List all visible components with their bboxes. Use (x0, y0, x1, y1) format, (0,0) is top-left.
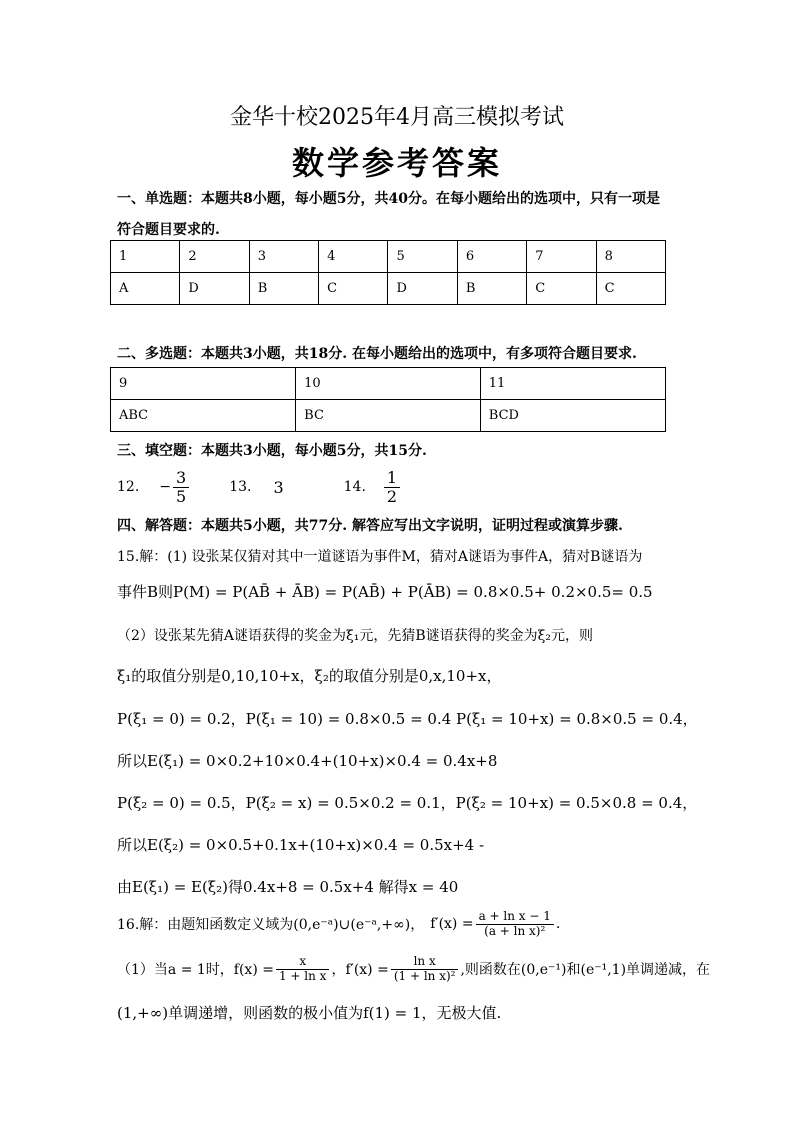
answer-cell: C (596, 273, 665, 305)
page-title: 数学参考答案 (291, 144, 502, 182)
q13-label: 13. (229, 479, 252, 495)
section2-heading: 二、多选题：本题共3小题，共18分. 在每小题给出的选项中，有多项符合题目要求. (117, 346, 637, 362)
q15-line-7: P(ξ₂ = 0) = 0.5，P(ξ₂ = x) = 0.5×0.2 = 0.1，P(ξ₂ = 10+x) = 0.5×0.8 = 0.4， (117, 794, 698, 812)
answer-cell: D (388, 273, 457, 305)
q16-part1-derivative-denominator: (1 + ln x)² (393, 968, 456, 983)
q16-derivative-denominator: (a + ln x)² (484, 923, 546, 938)
q15-line-3: （2）设张某先猜A谜语获得的奖金为ξ₁元，先猜B谜语获得的奖金为ξ₂元，则 (117, 628, 593, 644)
question-number: 7 (527, 241, 596, 273)
q13-answer: 3 (273, 477, 284, 497)
q12-label: 12. (117, 479, 140, 495)
question-number: 4 (319, 241, 388, 273)
q16-derivative-numerator: a + ln x − 1 (476, 910, 554, 924)
table-row (111, 368, 666, 400)
single-choice-answer-table (110, 240, 666, 305)
answer-cell: A (111, 273, 180, 305)
q16-part1-function-fraction (276, 955, 329, 982)
q16-part1-derivative-numerator: ln x (391, 955, 459, 969)
table-row (111, 273, 666, 305)
question-number: 1 (111, 241, 180, 273)
question-number: 6 (457, 241, 526, 273)
question-number: 11 (480, 368, 665, 400)
section3-heading: 三、填空题：本题共3小题，每小题5分，共15分. (117, 443, 427, 459)
section1-heading-line2: 符合题目要求的. (117, 222, 220, 238)
q16-part1-conclusion: (1,+∞)单调递增，则函数的极小值为f(1) = 1，无极大值. (117, 1004, 502, 1022)
q12-sign: − (159, 479, 171, 495)
answer-cell: BCD (480, 400, 665, 432)
q16-intro-end: . (555, 916, 561, 932)
section4-heading: 四、解答题：本题共5小题，共77分. 解答应写出文字说明，证明过程或演算步骤. (117, 518, 623, 534)
q12-denominator: 5 (176, 486, 187, 506)
q14-fraction (384, 469, 400, 505)
answer-cell: B (457, 273, 526, 305)
q16-derivative-fraction (476, 910, 554, 937)
fill-blank-answers (117, 465, 402, 509)
question-number: 10 (296, 368, 481, 400)
table-row (111, 241, 666, 273)
answer-cell: BC (296, 400, 481, 432)
answer-cell: B (249, 273, 318, 305)
q15-line-5: P(ξ₁ = 0) = 0.2，P(ξ₁ = 10) = 0.8×0.5 = 0.4 P(ξ₁ = 10+x) = 0.8×0.5 = 0.4， (117, 710, 698, 728)
multi-choice-answer-table (110, 367, 666, 432)
q14-label: 14. (343, 479, 366, 495)
q15-line-2: 事件B则P(M) = P(AB̄ + ĀB) = P(AB̄) + P(ĀB) = 0.8×0.5+ 0.2×0.5= 0.5 (117, 583, 653, 601)
q16-part1-text-a: （1）当a = 1时，f(x) = (117, 962, 274, 978)
q14-denominator: 2 (386, 486, 398, 506)
answer-cell: D (180, 273, 249, 305)
answer-cell: C (319, 273, 388, 305)
answer-cell: C (527, 273, 596, 305)
exam-title: 金华十校2025年4月高三模拟考试 (230, 105, 564, 130)
question-number: 8 (596, 241, 665, 273)
q15-line-9: 由E(ξ₁) = E(ξ₂)得0.4x+8 = 0.5x+4 解得x = 40 (117, 878, 459, 896)
section1-heading-line1: 一、单选题：本题共8小题，每小题5分，共40分。在每小题给出的选项中，只有一项是 (117, 191, 660, 207)
q16-part1-function-numerator: x (276, 955, 329, 969)
question-number: 3 (249, 241, 318, 273)
question-number: 5 (388, 241, 457, 273)
q15-line-4: ξ₁的取值分别是0,10,10+x，ξ₂的取值分别是0,x,10+x， (117, 667, 502, 685)
q15-line-8: 所以E(ξ₂) = 0×0.5+0.1x+(10+x)×0.4 = 0.5x+4 - (117, 836, 485, 854)
table-row (111, 400, 666, 432)
q15-line-6: 所以E(ξ₁) = 0×0.2+10×0.4+(10+x)×0.4 = 0.4x+8 (117, 752, 498, 770)
question-number: 2 (180, 241, 249, 273)
q12-numerator: 3 (173, 469, 189, 488)
q15-line-1: 15.解：(1) 设张某仅猜对其中一道谜语为事件M，猜对A谜语为事件A，猜对B谜语为 (117, 549, 643, 565)
q16-part1-line (117, 948, 710, 990)
q16-derivative-label: f′(x) = (430, 916, 474, 932)
question-number: 9 (111, 368, 296, 400)
q16-intro: 16.解：由题知函数定义域为(0,e⁻ᵃ)∪(e⁻ᵃ,+∞)， (117, 917, 425, 933)
q12-fraction (173, 469, 189, 505)
q16-part1-text-b: ，f′(x) = (331, 962, 389, 978)
q14-numerator: 1 (384, 469, 400, 488)
answer-cell: ABC (111, 400, 296, 432)
q16-part1-derivative-fraction (391, 955, 459, 982)
q16-part1-text-c: ,则函数在(0,e⁻¹)和(e⁻¹,1)单调递减，在 (460, 962, 711, 978)
q16-part1-function-denominator: 1 + ln x (278, 968, 327, 983)
q16-intro-line (117, 904, 560, 944)
